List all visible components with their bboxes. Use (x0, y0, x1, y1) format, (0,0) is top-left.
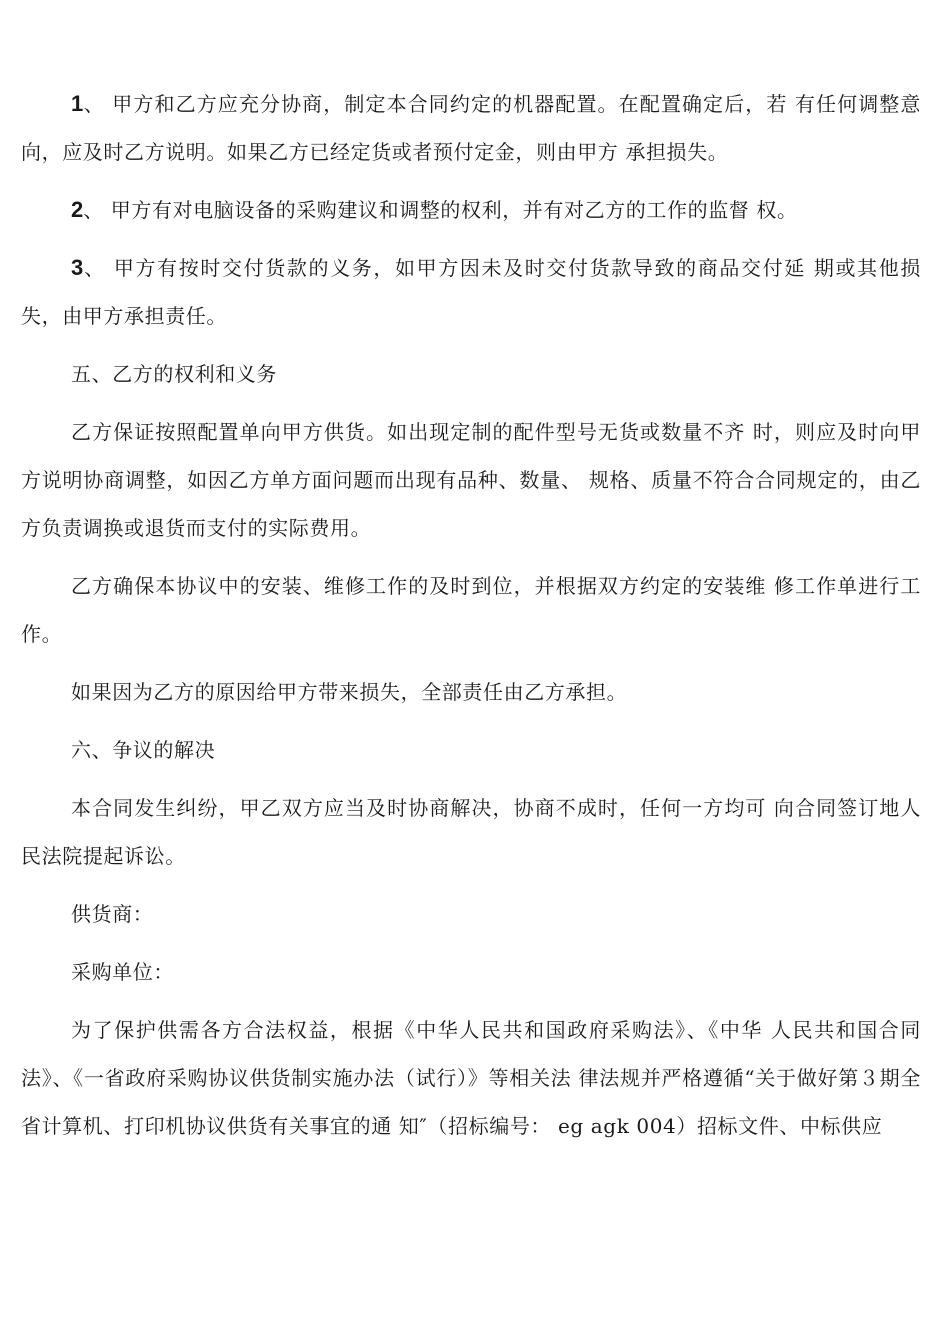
clause-2-text: 、 甲方有对电脑设备的采购建议和调整的权利，并有对乙方的工作的监督 权。 (83, 198, 798, 222)
section-5-paragraph-2: 乙方确保本协议中的安装、维修工作的及时到位，并根据双方约定的安装维 修工作单进行工作。 (21, 574, 921, 646)
section-5-heading: 五、乙方的权利和义务 (71, 362, 277, 386)
closing-paragraph: 为了保护供需各方合法权益，根据《中华人民共和国政府采购法》、《中华 人民共和国合同法》、《一省政府采购协议供货制实施办法（试行）》等相关法 律法规并严格遵循“关于做好第３期全省计算机、打印机协议供货有关事宜的通 知″（招标编号： eg agk 004）招标文件、中标供应 (21, 1018, 921, 1138)
clause-3-text: 、 甲方有按时交付货款的义务，如甲方因未及时交付货款导致的商品交付延 期或其他损失，由甲方承担责任。 (21, 256, 921, 328)
purchaser-label: 采购单位： (71, 960, 174, 984)
section-6-paragraph-1: 本合同发生纠纷，甲乙双方应当及时协商解决，协商不成时，任何一方均可 向合同签订地人民法院提起诉讼。 (21, 796, 921, 868)
clause-1-number: 1 (71, 91, 84, 116)
section-5-paragraph-3: 如果因为乙方的原因给甲方带来损失，全部责任由乙方承担。 (71, 680, 628, 704)
document-page (21, 80, 921, 1160)
clause-1-text: 、 甲方和乙方应充分协商，制定本合同约定的机器配置。在配置确定后，若 有任何调整意向，应及时乙方说明。如果乙方已经定货或者预付定金，则由甲方 承担损失。 (21, 92, 921, 164)
supplier-label: 供货商： (71, 902, 154, 926)
clause-2 (21, 186, 921, 234)
clause-3 (21, 244, 921, 340)
clause-3-number: 3 (71, 255, 84, 280)
clause-1 (21, 80, 921, 176)
clause-2-number: 2 (71, 197, 84, 222)
section-6-heading: 六、争议的解决 (71, 738, 216, 762)
section-5-paragraph-1: 乙方保证按照配置单向甲方供货。如出现定制的配件型号无货或数量不齐 时，则应及时向甲方说明协商调整，如因乙方单方面问题而出现有品种、数量、 规格、质量不符合合同规定的，由乙方负责调换或退货而支付的实际费用。 (21, 420, 921, 540)
